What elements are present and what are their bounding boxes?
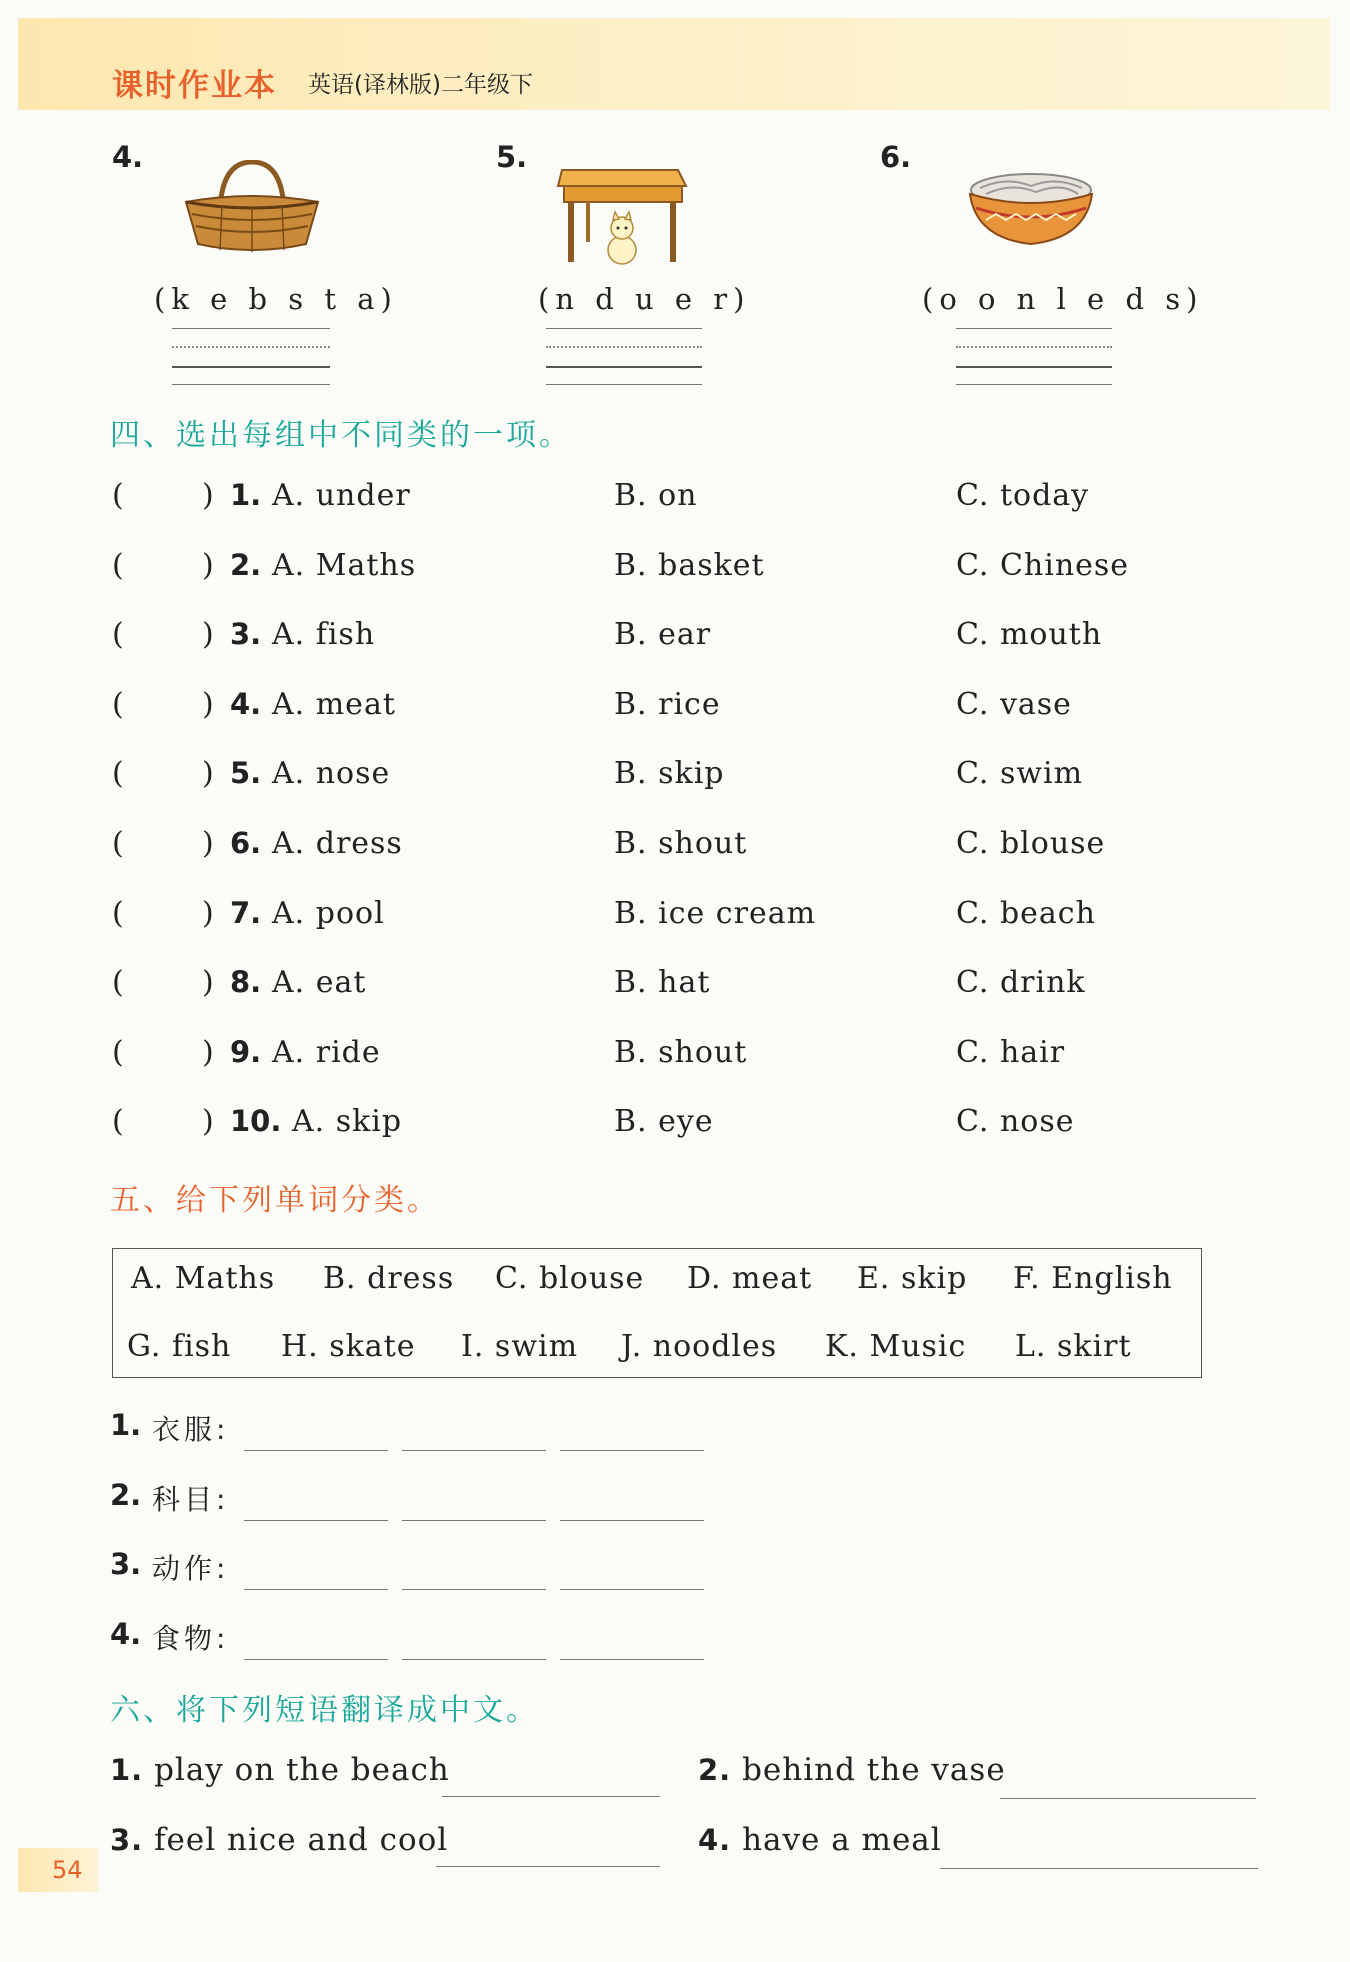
answer-line[interactable] — [1000, 1798, 1256, 1799]
answer-line[interactable] — [244, 1520, 388, 1521]
phrase-item — [110, 1752, 450, 1788]
answer-paren-close: ) — [202, 826, 214, 861]
phrase-number: 3. — [110, 1823, 144, 1857]
question-number: 8. — [230, 965, 262, 1000]
answer-line[interactable] — [402, 1450, 546, 1451]
writing-line[interactable] — [172, 366, 330, 368]
option-b: B. hat — [614, 965, 711, 1001]
category-number: 1. — [110, 1408, 142, 1442]
phrase-number: 1. — [110, 1753, 144, 1787]
answer-paren-close: ) — [202, 1034, 214, 1070]
option-c: C. mouth — [956, 617, 1103, 653]
category-label: 动作: — [152, 1552, 230, 1585]
writing-line[interactable] — [546, 328, 702, 329]
option-b: B. basket — [614, 547, 765, 583]
option-a: A. pool — [272, 895, 385, 931]
answer-paren-open: ( — [112, 826, 124, 861]
desk-with-cat-icon — [556, 158, 688, 268]
option-c: C. today — [956, 478, 1090, 513]
answer-blank[interactable] — [130, 826, 198, 866]
question-row — [0, 896, 1350, 946]
option-a: A. under — [272, 478, 411, 513]
answer-line[interactable] — [940, 1868, 1258, 1869]
question-number: 10. — [230, 1104, 282, 1139]
question-number: 3. — [230, 617, 262, 652]
phrase-item — [698, 1822, 942, 1858]
option-a: A. dress — [272, 826, 403, 861]
answer-paren-close: ) — [202, 617, 214, 653]
answer-line[interactable] — [560, 1520, 704, 1521]
question-row — [0, 478, 1350, 528]
scrambled-letters: (k e b s t a) — [154, 282, 398, 316]
answer-blank[interactable] — [130, 687, 198, 727]
answer-blank[interactable] — [130, 965, 198, 1005]
writing-line[interactable] — [172, 346, 330, 348]
option-c: C. swim — [956, 756, 1084, 792]
answer-paren-close: ) — [202, 686, 214, 722]
option-a: A. ride — [272, 1034, 381, 1070]
option-b: B. rice — [614, 686, 721, 722]
question-row — [0, 965, 1350, 1015]
question-number: 5. — [230, 756, 262, 791]
noodles-bowl-icon — [966, 168, 1096, 250]
word-bank-box — [112, 1248, 1202, 1378]
option-b: B. shout — [614, 826, 748, 861]
option-c: C. vase — [956, 686, 1072, 722]
answer-line[interactable] — [442, 1796, 660, 1797]
question-number: 4. — [230, 686, 262, 721]
option-c: C. blouse — [956, 826, 1106, 861]
writing-line[interactable] — [546, 346, 702, 348]
word-bank-item: A. Maths — [131, 1261, 276, 1296]
option-c: C. beach — [956, 895, 1096, 931]
category-label: 科目: — [152, 1482, 230, 1516]
option-a: A. Maths — [272, 547, 417, 583]
question-row — [0, 687, 1350, 737]
section-6-title: 六、将下列短语翻译成中文。 — [110, 1693, 539, 1728]
answer-line[interactable] — [244, 1659, 388, 1660]
option-a: A. fish — [272, 617, 376, 653]
phrase-text: play on the beach — [154, 1752, 450, 1788]
word-bank-item: D. meat — [687, 1261, 813, 1296]
option-c: C. drink — [956, 965, 1086, 1001]
option-b: B. shout — [614, 1034, 748, 1070]
answer-paren-close: ) — [202, 895, 214, 931]
phrase-text: feel nice and cool — [154, 1822, 449, 1858]
word-bank-item: B. dress — [323, 1261, 455, 1296]
page-number: 54 — [52, 1856, 83, 1884]
answer-blank[interactable] — [130, 617, 198, 657]
item-number: 6. — [880, 140, 912, 174]
answer-line[interactable] — [560, 1589, 704, 1590]
question-number: 2. — [230, 547, 262, 582]
option-b: B. eye — [614, 1104, 714, 1140]
answer-paren-open: ( — [112, 756, 124, 792]
question-number: 6. — [230, 826, 262, 860]
phrase-text: behind the vase — [742, 1752, 1006, 1788]
option-a: A. nose — [272, 756, 391, 792]
writing-line[interactable] — [956, 346, 1112, 348]
scrambled-letters: (o o n l e d s) — [922, 282, 1204, 316]
question-row — [0, 548, 1350, 598]
answer-line[interactable] — [244, 1450, 388, 1451]
answer-paren-open: ( — [112, 895, 124, 931]
word-bank-item: G. fish — [127, 1329, 232, 1364]
option-a: A. skip — [292, 1104, 403, 1140]
answer-line[interactable] — [436, 1866, 660, 1867]
writing-line[interactable] — [956, 384, 1112, 385]
question-number: 9. — [230, 1034, 262, 1069]
option-a: A. meat — [272, 686, 396, 722]
question-row — [0, 826, 1350, 876]
phrase-number: 2. — [698, 1753, 732, 1787]
option-b: B. skip — [614, 756, 725, 792]
category-number: 4. — [110, 1616, 142, 1651]
answer-line[interactable] — [402, 1520, 546, 1521]
writing-line[interactable] — [546, 384, 702, 385]
question-row — [0, 1035, 1350, 1085]
option-b: B. ear — [614, 617, 712, 653]
answer-line[interactable] — [244, 1589, 388, 1590]
question-row — [0, 1104, 1350, 1154]
phrase-item — [698, 1752, 1006, 1788]
word-bank-item: J. noodles — [621, 1329, 778, 1364]
phrase-number: 4. — [698, 1823, 732, 1857]
answer-paren-close: ) — [202, 547, 214, 583]
category-label: 食物: — [152, 1621, 230, 1655]
item-number: 4. — [112, 140, 144, 174]
category-number: 3. — [110, 1547, 142, 1581]
answer-paren-close: ) — [202, 756, 214, 792]
answer-line[interactable] — [402, 1589, 546, 1590]
word-bank-item: F. English — [1013, 1261, 1173, 1296]
word-bank-item: E. skip — [857, 1261, 968, 1296]
question-row — [0, 756, 1350, 806]
option-c: C. Chinese — [956, 547, 1130, 583]
answer-paren-open: ( — [112, 965, 124, 1001]
answer-blank[interactable] — [130, 756, 198, 796]
answer-blank[interactable] — [130, 478, 198, 518]
answer-paren-open: ( — [112, 547, 124, 583]
writing-line[interactable] — [956, 366, 1112, 368]
phrase-text: have a meal — [742, 1822, 942, 1858]
scrambled-letters: (n d u e r) — [538, 282, 751, 316]
answer-line[interactable] — [560, 1659, 704, 1660]
answer-blank[interactable] — [130, 548, 198, 588]
section-4-title: 四、选出每组中不同类的一项。 — [110, 418, 572, 453]
word-bank-item: H. skate — [281, 1329, 416, 1364]
question-row — [0, 617, 1350, 667]
writing-line[interactable] — [172, 384, 330, 385]
option-c: C. hair — [956, 1034, 1066, 1070]
answer-line[interactable] — [402, 1659, 546, 1660]
answer-paren-close: ) — [202, 1104, 214, 1140]
answer-paren-close: ) — [202, 478, 214, 513]
writing-line[interactable] — [956, 328, 1112, 329]
item-number: 5. — [496, 140, 528, 174]
answer-blank[interactable] — [130, 1104, 198, 1144]
word-bank-item: C. blouse — [495, 1261, 645, 1296]
answer-paren-open: ( — [112, 1104, 124, 1140]
answer-blank[interactable] — [130, 1035, 198, 1075]
answer-paren-open: ( — [112, 1034, 124, 1070]
answer-paren-open: ( — [112, 686, 124, 722]
book-subtitle: 英语(译林版)二年级下 — [308, 72, 533, 98]
question-number: 1. — [230, 478, 262, 512]
word-bank-item: K. Music — [825, 1329, 967, 1364]
category-number: 2. — [110, 1477, 142, 1512]
writing-line[interactable] — [172, 328, 330, 329]
answer-paren-open: ( — [112, 617, 124, 653]
basket-icon — [182, 160, 322, 260]
answer-blank[interactable] — [130, 896, 198, 936]
book-title: 课时作业本 — [112, 68, 277, 104]
question-number: 7. — [230, 895, 262, 930]
answer-paren-open: ( — [112, 478, 124, 513]
answer-line[interactable] — [560, 1450, 704, 1451]
phrase-item — [110, 1822, 448, 1858]
word-bank-item: L. skirt — [1015, 1329, 1132, 1364]
answer-paren-close: ) — [202, 965, 214, 1001]
option-c: C. nose — [956, 1104, 1075, 1140]
option-a: A. eat — [272, 965, 367, 1001]
option-b: B. on — [614, 478, 698, 513]
word-bank-item: I. swim — [461, 1329, 579, 1364]
page-number-band — [18, 1848, 98, 1892]
writing-line[interactable] — [546, 366, 702, 368]
category-label: 衣服: — [152, 1413, 230, 1446]
section-5-title: 五、给下列单词分类。 — [110, 1183, 440, 1218]
option-b: B. ice cream — [614, 895, 817, 931]
